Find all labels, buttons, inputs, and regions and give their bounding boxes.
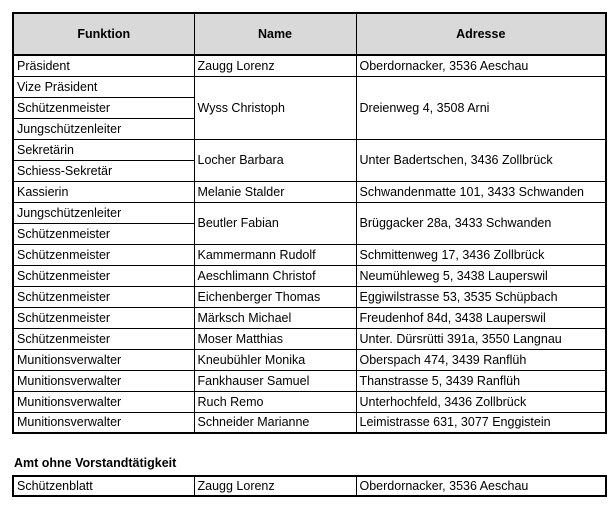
function-cell: Schützenmeister bbox=[13, 223, 194, 244]
name-cell: Schneider Marianne bbox=[194, 412, 356, 433]
function-cell: Schützenmeister bbox=[13, 307, 194, 328]
function-cell: Munitionsverwalter bbox=[13, 349, 194, 370]
function-cell: Jungschützenleiter bbox=[13, 118, 194, 139]
table-row bbox=[13, 76, 606, 97]
name-cell: Melanie Stalder bbox=[194, 181, 356, 202]
address-cell: Unter Badertschen, 3436 Zollbrück bbox=[356, 139, 606, 181]
table-row bbox=[13, 265, 606, 286]
function-cell: Präsident bbox=[13, 55, 194, 76]
name-cell: Zaugg Lorenz bbox=[194, 476, 356, 496]
function-cell: Sekretärin bbox=[13, 139, 194, 160]
address-cell: Oberdornacker, 3536 Aeschau bbox=[356, 476, 606, 496]
header-address: Adresse bbox=[356, 13, 606, 55]
name-cell: Beutler Fabian bbox=[194, 202, 356, 244]
table-row bbox=[13, 181, 606, 202]
extra-table-body bbox=[13, 476, 606, 496]
table-row bbox=[13, 286, 606, 307]
table-row bbox=[13, 476, 606, 496]
address-cell: Unterhochfeld, 3436 Zollbrück bbox=[356, 391, 606, 412]
table-row bbox=[13, 55, 606, 76]
address-cell: Schmittenweg 17, 3436 Zollbrück bbox=[356, 244, 606, 265]
function-cell: Munitionsverwalter bbox=[13, 391, 194, 412]
name-cell: Ruch Remo bbox=[194, 391, 356, 412]
address-cell: Leimistrasse 631, 3077 Enggistein bbox=[356, 412, 606, 433]
function-cell: Kassierin bbox=[13, 181, 194, 202]
function-cell: Schützenblatt bbox=[13, 476, 194, 496]
address-cell: Dreienweg 4, 3508 Arni bbox=[356, 76, 606, 139]
address-cell: Oberdornacker, 3536 Aeschau bbox=[356, 55, 606, 76]
board-table-body bbox=[13, 55, 606, 433]
name-cell: Zaugg Lorenz bbox=[194, 55, 356, 76]
board-table bbox=[12, 12, 607, 434]
address-cell: Oberspach 474, 3439 Ranflüh bbox=[356, 349, 606, 370]
table-row bbox=[13, 202, 606, 223]
function-cell: Munitionsverwalter bbox=[13, 412, 194, 433]
header-name: Name bbox=[194, 13, 356, 55]
function-cell: Munitionsverwalter bbox=[13, 370, 194, 391]
name-cell: Fankhauser Samuel bbox=[194, 370, 356, 391]
table-row bbox=[13, 244, 606, 265]
table-row bbox=[13, 391, 606, 412]
function-cell: Schützenmeister bbox=[13, 328, 194, 349]
table-row bbox=[13, 139, 606, 160]
function-cell: Vize Präsident bbox=[13, 76, 194, 97]
address-cell: Schwandenmatte 101, 3433 Schwanden bbox=[356, 181, 606, 202]
section-title: Amt ohne Vorstandtätigkeit bbox=[14, 456, 177, 470]
address-cell: Neumühleweg 5, 3438 Lauperswil bbox=[356, 265, 606, 286]
name-cell: Locher Barbara bbox=[194, 139, 356, 181]
table-row bbox=[13, 349, 606, 370]
function-cell: Schützenmeister bbox=[13, 265, 194, 286]
table-row bbox=[13, 370, 606, 391]
address-cell: Freudenhof 84d, 3438 Lauperswil bbox=[356, 307, 606, 328]
table-row bbox=[13, 307, 606, 328]
function-cell: Schützenmeister bbox=[13, 244, 194, 265]
name-cell: Märksch Michael bbox=[194, 307, 356, 328]
name-cell: Wyss Christoph bbox=[194, 76, 356, 139]
address-cell: Brüggacker 28a, 3433 Schwanden bbox=[356, 202, 606, 244]
function-cell: Schützenmeister bbox=[13, 97, 194, 118]
extra-table bbox=[12, 475, 607, 497]
name-cell: Kammermann Rudolf bbox=[194, 244, 356, 265]
address-cell: Thanstrasse 5, 3439 Ranflüh bbox=[356, 370, 606, 391]
name-cell: Moser Matthias bbox=[194, 328, 356, 349]
header-row bbox=[13, 13, 606, 55]
name-cell: Kneubühler Monika bbox=[194, 349, 356, 370]
function-cell: Jungschützenleiter bbox=[13, 202, 194, 223]
function-cell: Schützenmeister bbox=[13, 286, 194, 307]
address-cell: Eggiwilstrasse 53, 3535 Schüpbach bbox=[356, 286, 606, 307]
name-cell: Aeschlimann Christof bbox=[194, 265, 356, 286]
name-cell: Eichenberger Thomas bbox=[194, 286, 356, 307]
function-cell: Schiess-Sekretär bbox=[13, 160, 194, 181]
header-function: Funktion bbox=[13, 13, 194, 55]
address-cell: Unter. Dürsrütti 391a, 3550 Langnau bbox=[356, 328, 606, 349]
table-row bbox=[13, 328, 606, 349]
table-row bbox=[13, 412, 606, 433]
